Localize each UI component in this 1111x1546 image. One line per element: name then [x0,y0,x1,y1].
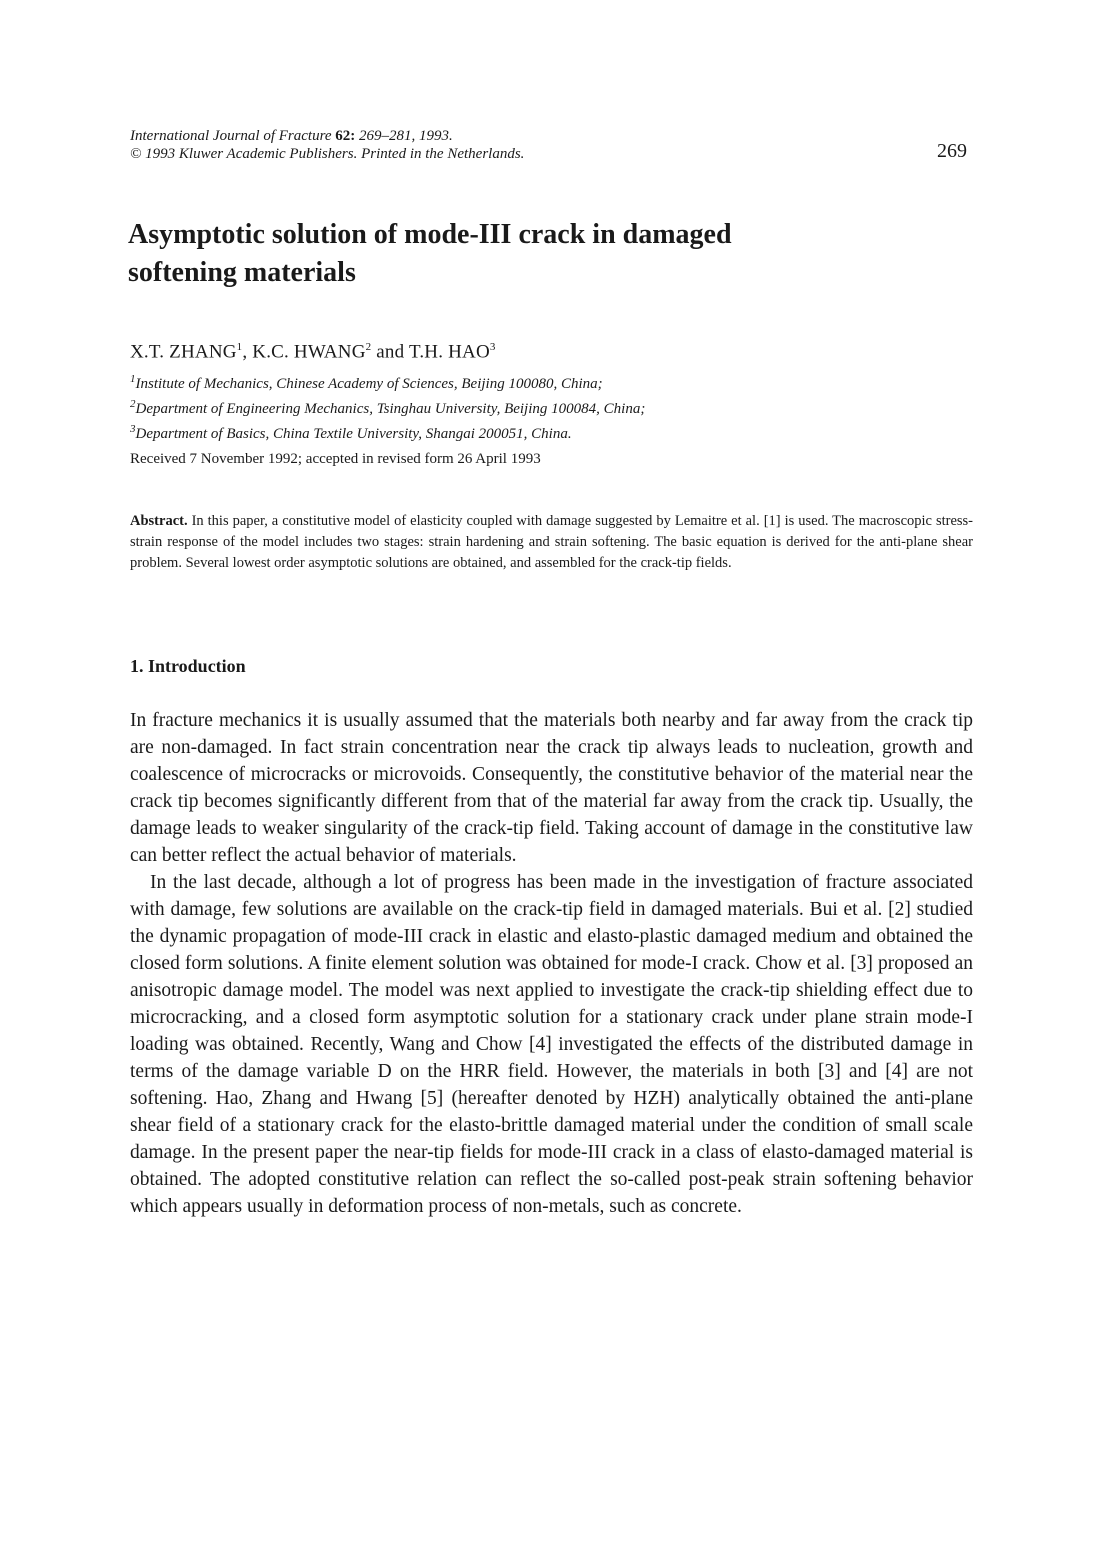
section-heading: 1. Introduction [130,656,246,676]
author-list [130,341,496,363]
author-affil-mark: 2 [365,341,372,353]
journal-pages-year: 269–281, 1993. [355,128,453,144]
received-date: Received 7 November 1992; accepted in revised form 26 April 1993 [130,451,541,467]
affiliation-text: Institute of Mechanics, Chinese Academy of Sciences, Beijing 100080, China; [135,376,603,392]
page-number: 269 [937,140,967,162]
author-name: X.T. ZHANG [130,341,237,363]
affiliation-list [130,369,645,444]
journal-volume: 62: [335,128,356,144]
paper-title [128,216,848,292]
affiliation [130,369,645,394]
affiliation [130,394,645,419]
affiliation [130,419,645,444]
abstract-label: Abstract. [130,513,188,529]
abstract [130,511,973,574]
journal-name: International Journal of Fracture [130,128,336,144]
title-line-1: Asymptotic solution of mode-III crack in damaged [128,219,732,250]
author-affil-mark: 3 [489,341,496,353]
affiliation-mark: 3 [130,423,136,435]
affiliation-mark: 1 [130,373,136,385]
journal-header [130,127,975,163]
title-line-2: softening materials [128,257,356,288]
author-conjunction: and [371,341,409,363]
paragraph: In the last decade, although a lot of progress has been made in the investigation of fracture associated with damage, few solutions are available on the crack-tip field in damaged materials. Bui et al. [2] studied the dynamic propagation of mode-III crack in elastic and elasto-plastic damaged medium and obtained the closed form solutions. A finite element solution was obtained for mode-I crack. Chow et al. [3] proposed an anisotropic damage model. The model was next applied to investigate the crack-tip shielding effect due to microcracking, and a closed form asymptotic solution for a stationary crack under plane strain mode-I loading was obtained. Recently, Wang and Chow [4] investigated the effects of the distributed damage in terms of the damage variable D on the HRR field. However, the materials in both [3] and [4] are not softening. Hao, Zhang and Hwang [5] (hereafter denoted by HZH) analytically obtained the anti-plane shear field of a stationary crack for the elasto-brittle damaged material under the condition of small scale damage. In the present paper the near-tip fields for mode-III crack in a class of elasto-damaged material is obtained. The adopted constitutive relation can reflect the so-called post-peak strain softening behavior which appears usually in deformation process of non-metals, such as concrete. [130,872,973,1217]
author-separator: , [242,341,253,363]
affiliation-text: Department of Engineering Mechanics, Tsinghau University, Beijing 100084, China; [135,401,646,417]
author-name: T.H. HAO [408,341,490,363]
journal-citation [130,127,975,145]
affiliation-text: Department of Basics, China Textile University, Shangai 200051, China. [135,426,572,442]
author-name: K.C. HWANG [252,341,366,363]
body-text [130,707,973,1220]
copyright-line: © 1993 Kluwer Academic Publishers. Printed in the Netherlands. [130,146,525,162]
affiliation-mark: 2 [130,398,136,410]
author-affil-mark: 1 [236,341,243,353]
abstract-text: In this paper, a constitutive model of elasticity coupled with damage suggested by Lemaitre et al. [1] is used. The macroscopic stress-strain response of the model includes two stages: strain hardening and strain softening. The basic equation is derived for the anti-plane shear problem. Several lowest order asymptotic solutions are obtained, and assembled for the crack-tip fields. [130,513,973,571]
paragraph: In fracture mechanics it is usually assumed that the materials both nearby and far away from the crack tip are non-damaged. In fact strain concentration near the crack tip always leads to nucleation, growth and coalescence of microcracks or microvoids. Consequently, the constitutive behavior of the material near the crack tip becomes significantly different from that of the material far away from the crack tip. Usually, the damage leads to weaker singularity of the crack-tip field. Taking account of damage in the constitutive law can better reflect the actual behavior of materials. [130,710,973,866]
